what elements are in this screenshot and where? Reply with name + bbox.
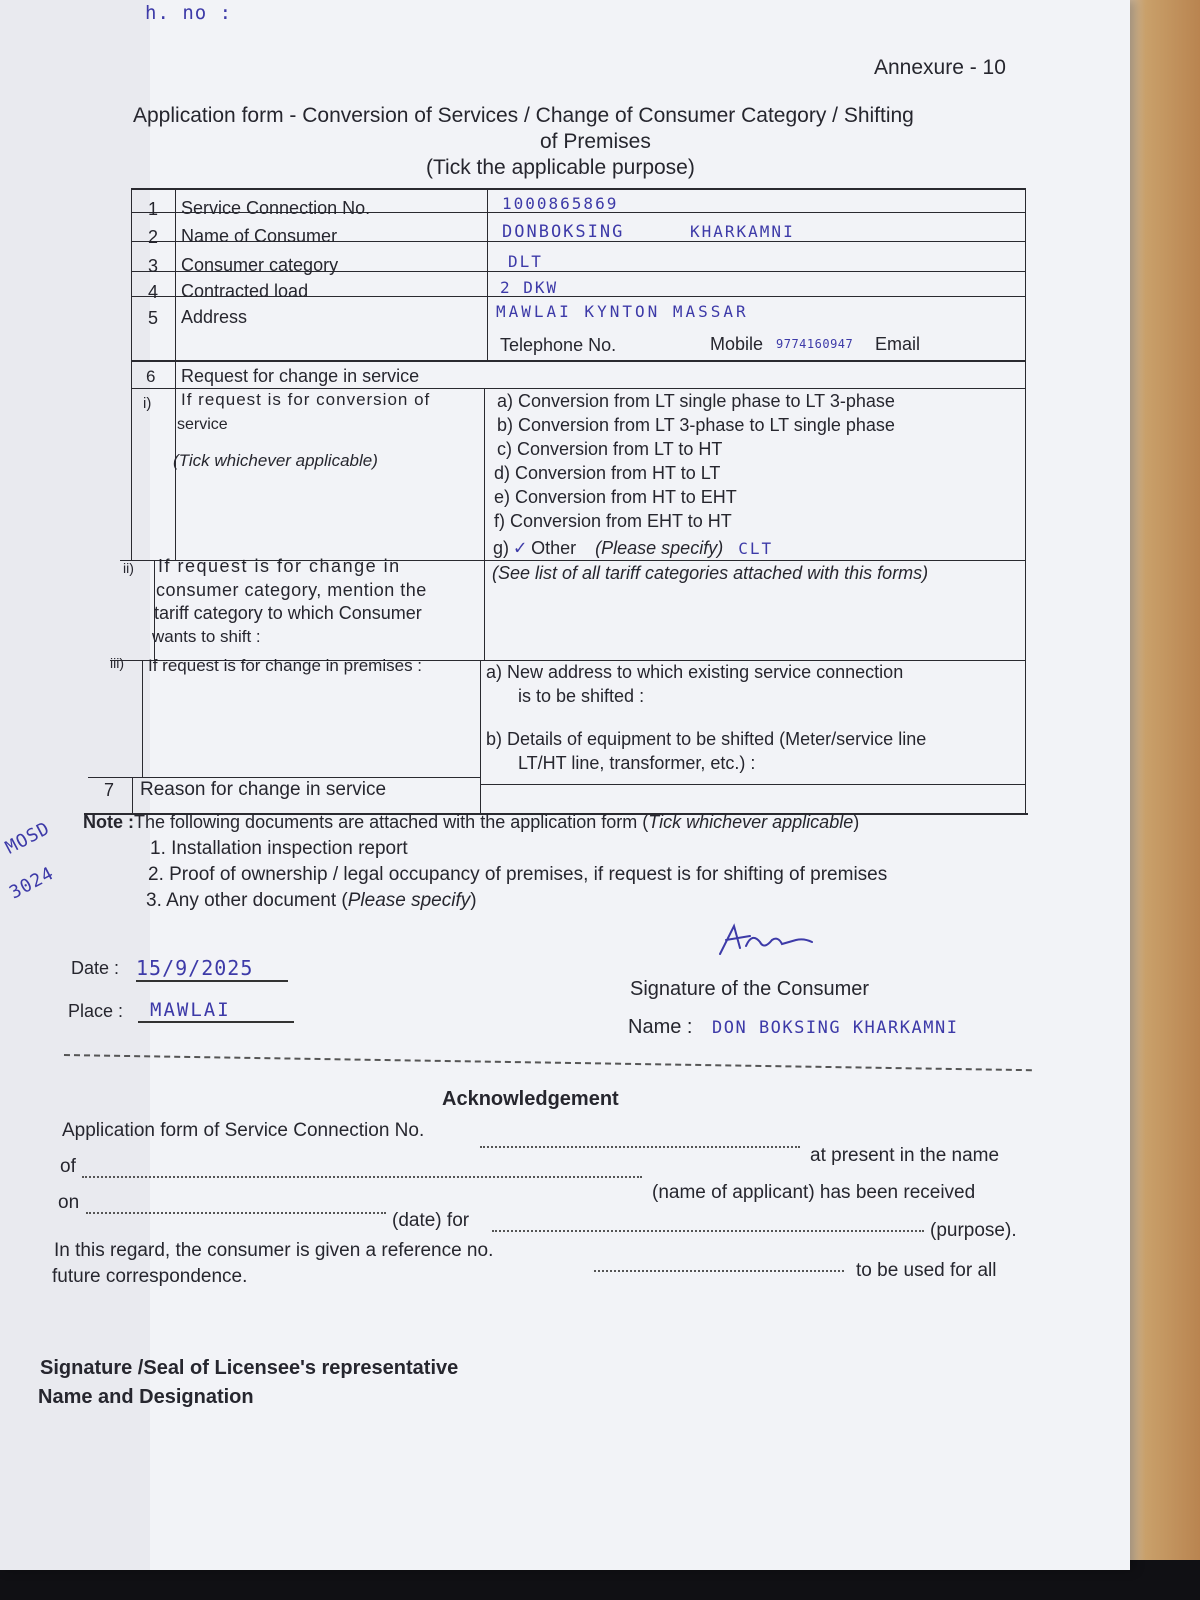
row-1-label: Service Connection No. <box>181 198 371 218</box>
sub-ii-label-line2: consumer category, mention the <box>156 580 427 600</box>
note-item-3 <box>146 890 477 912</box>
cut-line <box>64 1054 1032 1071</box>
date-label: Date : <box>71 958 120 978</box>
annexure-label: Annexure - 10 <box>874 56 1006 79</box>
sub-iii-b-line1: b) Details of equipment to be shifted (Meter/service line <box>486 729 927 749</box>
row-5-label: Address <box>181 307 248 327</box>
ack-line2-end: (name of applicant) has been received <box>652 1182 976 1203</box>
ack-line5: future correspondence. <box>52 1266 248 1287</box>
tick-mark-icon: ✓ <box>514 535 527 559</box>
place-value: MAWLAI <box>138 999 294 1023</box>
row-4-label: Contracted load <box>181 281 309 301</box>
note-item-3-text: 3. Any other document ( <box>146 890 348 911</box>
sub-ii-value: (See list of all tariff categories attached with this forms) <box>492 563 929 583</box>
option-g-prefix: g) <box>493 538 510 558</box>
conversion-option-a[interactable]: a) Conversion from LT single phase to LT 3-phase <box>497 391 895 411</box>
consumer-name-value: DONBOKSING <box>502 222 625 242</box>
ack-line2-start: of <box>60 1156 76 1177</box>
row-6-number: 6 <box>146 367 156 386</box>
mobile-value: 9774160947 <box>776 337 854 351</box>
ack-line3-end: (purpose). <box>930 1220 1017 1241</box>
consumer-surname-value: KHARKAMNI <box>690 222 795 241</box>
signature-label: Signature of the Consumer <box>630 978 870 1000</box>
ack-reference-blank[interactable] <box>594 1270 844 1272</box>
option-g-hint: (Please specify) <box>595 538 724 558</box>
note-item-3-close: ) <box>470 890 477 911</box>
margin-note-line1: MOSD <box>2 817 54 859</box>
date-value: 15/9/2025 <box>136 956 288 982</box>
row-7-number: 7 <box>104 780 115 800</box>
note-text: The following documents are attached with the application form ( <box>134 812 649 832</box>
form-title-line1: Application form - Conversion of Services / Change of Consumer Category / Shifting <box>133 104 914 127</box>
row-7-label: Reason for change in service <box>140 779 387 800</box>
sub-ii-number: ii) <box>123 560 134 576</box>
licensee-signature-label: Signature /Seal of Licensee's representative <box>40 1357 459 1379</box>
address-value: MAWLAI KYNTON MASSAR <box>496 302 749 321</box>
conversion-option-d[interactable]: d) Conversion from HT to LT <box>494 463 721 483</box>
ack-applicant-blank[interactable] <box>82 1176 642 1178</box>
form-subtitle: (Tick the applicable purpose) <box>426 156 695 179</box>
sub-i-label-line2: service <box>177 416 228 433</box>
service-connection-value: 1000865869 <box>502 194 619 213</box>
sub-iii-label: If request is for change in premises : <box>148 656 423 675</box>
note-italic: Tick whichever applicable <box>648 812 854 832</box>
row-2-number: 2 <box>148 227 159 247</box>
form-title-line2: of Premises <box>540 130 651 153</box>
contracted-load-value: 2 DKW <box>500 278 559 297</box>
note-close: ) <box>853 812 860 832</box>
sub-iii-number: iii) <box>110 655 124 671</box>
note-intro <box>83 812 859 833</box>
note-item-3-italic: Please specify <box>347 890 471 911</box>
ack-line4-start: In this regard, the consumer is given a reference no. <box>54 1240 494 1261</box>
name-label: Name : <box>628 1016 693 1038</box>
telephone-label: Telephone No. <box>500 335 617 355</box>
sub-ii-label-line1: If request is for change in <box>158 556 401 576</box>
option-g-value: CLT <box>738 539 774 558</box>
sub-ii-label-line4: wants to shift : <box>152 627 261 646</box>
row-4-number: 4 <box>148 282 159 302</box>
row-2-label: Name of Consumer <box>181 226 338 246</box>
ack-line3-mid: (date) for <box>392 1210 470 1231</box>
ack-line3-start: on <box>58 1192 80 1213</box>
row-3-number: 3 <box>148 256 159 276</box>
acknowledgement-title: Acknowledgement <box>442 1088 619 1110</box>
sub-i-label-line1: If request is for conversion of <box>181 390 431 409</box>
note-item-1: 1. Installation inspection report <box>150 838 408 859</box>
ack-line1-end: at present in the name <box>810 1145 1000 1166</box>
place-label: Place : <box>68 1001 124 1021</box>
ack-purpose-blank[interactable] <box>492 1230 924 1232</box>
paper-fold-edge <box>0 0 150 1570</box>
note-item-2: 2. Proof of ownership / legal occupancy of premises, if request is for shifting of premises <box>148 864 888 885</box>
row-1-number: 1 <box>148 199 159 219</box>
sub-i-hint: (Tick whichever applicable) <box>173 451 378 470</box>
consumer-category-value: DLT <box>508 252 543 271</box>
note-label: Note : <box>83 812 134 832</box>
margin-note-line2: 3024 <box>6 862 58 904</box>
email-label: Email <box>875 334 921 354</box>
consumer-signature-icon <box>716 918 826 962</box>
conversion-option-g[interactable] <box>493 535 773 559</box>
row-3-label: Consumer category <box>181 255 339 275</box>
conversion-option-e[interactable]: e) Conversion from HT to EHT <box>494 487 737 507</box>
header-scribble: h. no : <box>145 2 233 24</box>
ack-date-blank[interactable] <box>86 1212 386 1214</box>
sub-iii-a-line2: is to be shifted : <box>518 686 645 706</box>
conversion-option-b[interactable]: b) Conversion from LT 3-phase to LT single phase <box>497 415 895 435</box>
sub-iii-a-line1: a) New address to which existing service connection <box>486 662 904 682</box>
licensee-name-designation-label: Name and Designation <box>38 1386 254 1408</box>
mobile-label: Mobile <box>710 334 764 354</box>
row-5-number: 5 <box>148 308 159 328</box>
ack-connection-blank[interactable] <box>480 1146 800 1148</box>
conversion-option-c[interactable]: c) Conversion from LT to HT <box>497 439 723 459</box>
ack-line4-end: to be used for all <box>856 1260 997 1281</box>
sub-ii-label-line3: tariff category to which Consumer <box>154 603 422 623</box>
row-6-label: Request for change in service <box>181 366 420 386</box>
conversion-option-f[interactable]: f) Conversion from EHT to HT <box>494 511 732 531</box>
sub-i-number: i) <box>143 395 152 412</box>
name-value: DON BOKSING KHARKAMNI <box>712 1018 959 1038</box>
ack-line1-start: Application form of Service Connection No. <box>62 1120 425 1141</box>
sub-iii-b-line2: LT/HT line, transformer, etc.) : <box>518 753 756 773</box>
option-g-label: Other <box>531 538 577 558</box>
